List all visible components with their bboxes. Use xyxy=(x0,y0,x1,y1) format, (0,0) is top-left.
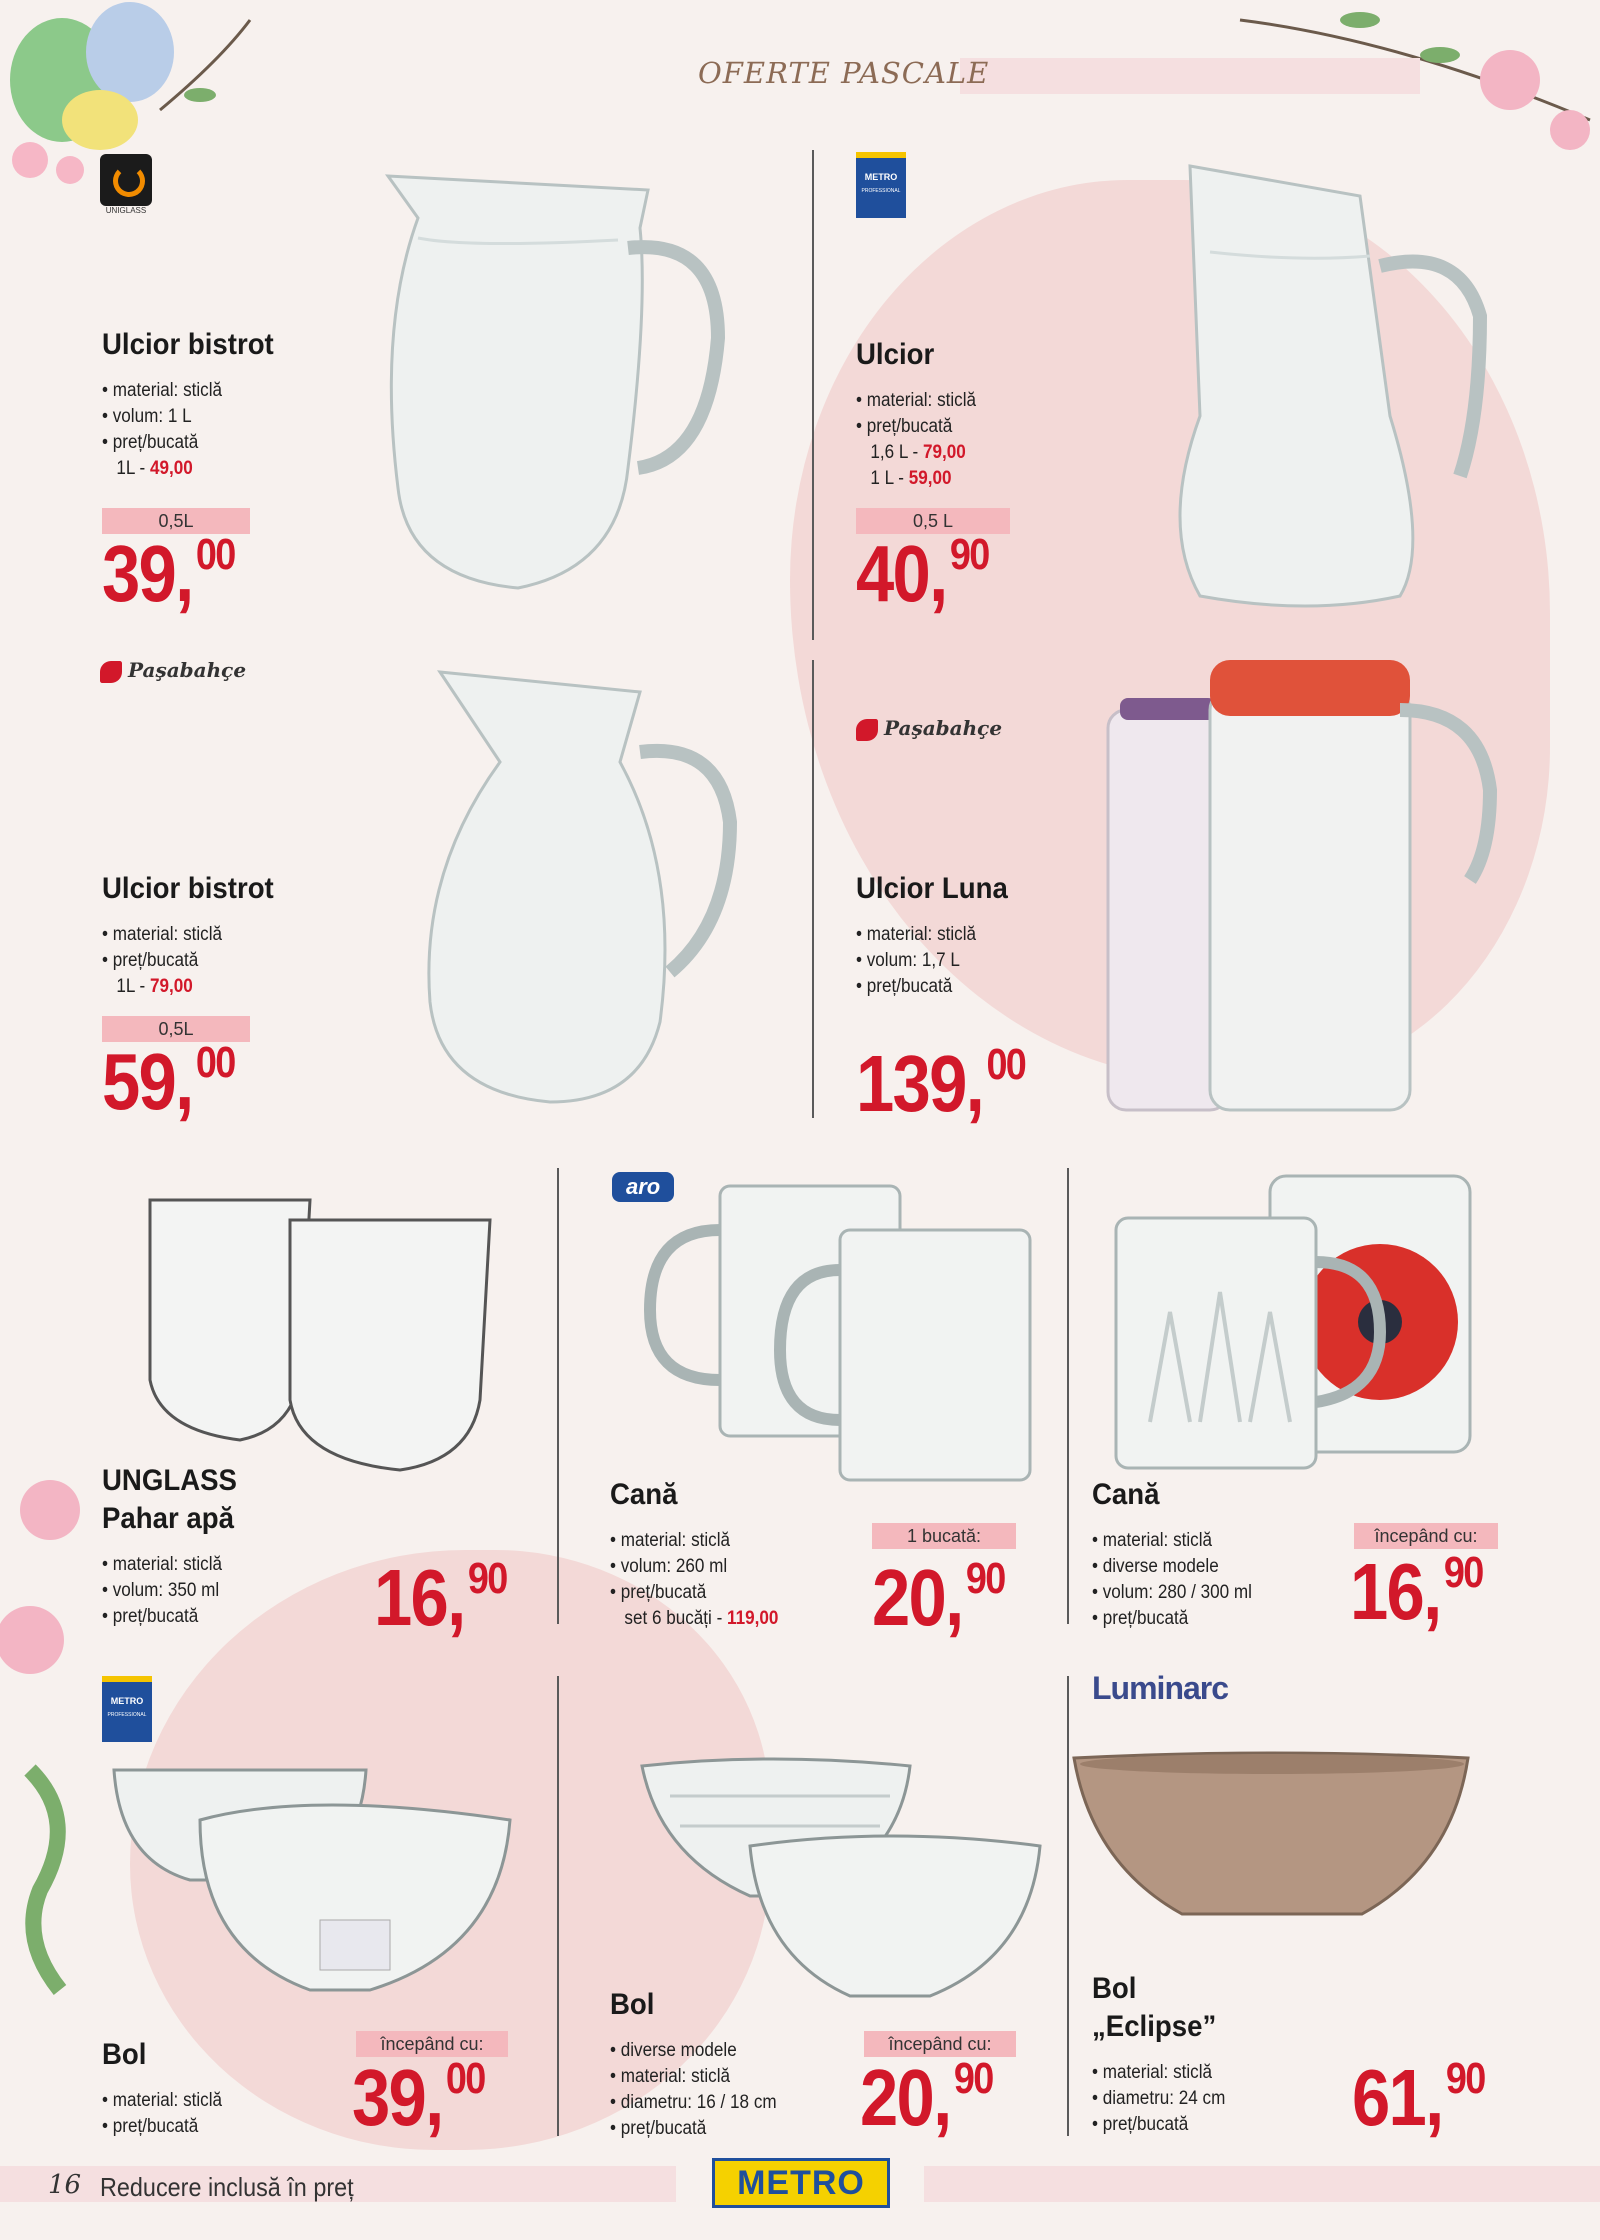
product-unglass-pahar xyxy=(102,1462,402,1630)
product-ulcior-bistrot-2 xyxy=(102,870,402,1000)
metro-badge-text: METRO xyxy=(864,172,898,182)
spec-item: • preț/bucată xyxy=(1092,2112,1362,2138)
price xyxy=(860,2053,993,2142)
product-specs xyxy=(1092,2060,1392,2138)
price xyxy=(856,1039,1026,1128)
price-cents: 00 xyxy=(195,530,235,579)
uniglass-logo xyxy=(100,154,152,215)
price-cents: 90 xyxy=(965,1554,1005,1603)
price-cents: 90 xyxy=(467,1554,507,1603)
amber-glass-bowl-image xyxy=(1072,1754,1472,1934)
spec-item: • volum: 350 ml xyxy=(102,1578,372,1604)
size-tag: 0,5 L xyxy=(856,508,1010,534)
price-integer: 139, xyxy=(856,1039,984,1128)
product-name: Cană xyxy=(1092,1478,1160,1511)
price xyxy=(872,1553,1005,1642)
spec-item: • material: sticlă xyxy=(610,2064,880,2090)
price-integer: 61, xyxy=(1352,2053,1443,2142)
product-specs xyxy=(1092,1528,1392,1632)
price-cents: 90 xyxy=(949,530,989,579)
spec-item: • volum: 1 L xyxy=(102,404,372,430)
size-tag: 0,5L xyxy=(102,1016,250,1042)
spec-item: • preț/bucată xyxy=(610,2116,880,2142)
product-name: Bol xyxy=(610,1988,655,2021)
spec-item: • diametru: 16 / 18 cm xyxy=(610,2090,880,2116)
variant-label: 1 L - xyxy=(870,468,909,489)
spec-item: • material: sticlă xyxy=(856,388,1126,414)
aro-logo: aro xyxy=(612,1172,674,1202)
pasabahce-mark xyxy=(100,661,122,683)
product-brand-line: UNGLASS xyxy=(102,1464,237,1497)
glass-pitcher-image xyxy=(1160,166,1490,616)
product-ulcior-luna xyxy=(856,870,1156,1000)
product-specs xyxy=(610,1528,910,1632)
product-ulcior-bistrot-1 xyxy=(102,326,402,482)
price-cents: 90 xyxy=(1443,1548,1483,1597)
price-integer: 16, xyxy=(1350,1547,1441,1636)
metro-professional-logo xyxy=(102,1676,152,1742)
metro-badge-text: METRO xyxy=(110,1696,144,1706)
product-specs xyxy=(102,1552,402,1630)
variant-label: 1L - xyxy=(116,458,150,479)
spec-item: • diverse modele xyxy=(610,2038,880,2064)
metro-logo xyxy=(712,2158,890,2208)
starting-from-tag: începând cu: xyxy=(356,2031,508,2057)
spec-item: • preț/bucată xyxy=(102,430,372,456)
spec-item: • material: sticlă xyxy=(856,922,1126,948)
spec-variant xyxy=(610,1606,880,1632)
price xyxy=(352,2053,485,2142)
size-tag: 0,5L xyxy=(102,508,250,534)
price-cents: 00 xyxy=(445,2054,485,2103)
product-name: Cană xyxy=(610,1478,678,1511)
spec-item: • volum: 1,7 L xyxy=(856,948,1126,974)
variant-label: 1L - xyxy=(116,976,150,997)
pasabahce-mark xyxy=(856,719,878,741)
spec-item: • volum: 260 ml xyxy=(610,1554,880,1580)
spec-item: • preț/bucată xyxy=(102,2114,372,2140)
product-cana-aro xyxy=(610,1476,910,1632)
water-glasses-image xyxy=(140,1200,510,1480)
uniglass-logo-text: UNIGLASS xyxy=(105,206,147,215)
luminarc-logo: Luminarc xyxy=(1092,1670,1229,1706)
spec-variant xyxy=(102,974,372,1000)
product-specs xyxy=(102,378,402,482)
price-integer: 39, xyxy=(352,2053,443,2142)
spec-item: • volum: 280 / 300 ml xyxy=(1092,1580,1362,1606)
spec-item: • material: sticlă xyxy=(610,1528,880,1554)
footer-bar-right xyxy=(924,2166,1600,2202)
spec-item: • material: sticlă xyxy=(102,922,372,948)
spec-item: • material: sticlă xyxy=(102,2088,372,2114)
price-cents: 90 xyxy=(953,2054,993,2103)
pasabahce-logo xyxy=(100,658,246,683)
column-divider xyxy=(1067,1676,1069,2136)
spec-variant xyxy=(102,456,372,482)
glass-pitcher-with-lid-image xyxy=(1100,650,1500,1110)
price xyxy=(102,529,235,618)
product-ulcior xyxy=(856,336,1156,492)
metro-badge-sub: PROFESSIONAL xyxy=(107,1712,147,1718)
glass-bowls-image xyxy=(110,1760,520,2000)
glass-pitcher-image xyxy=(420,672,750,1112)
product-name: Pahar apă xyxy=(102,1502,234,1535)
price-integer: 20, xyxy=(860,2053,951,2142)
glass-mugs-image xyxy=(640,1180,1040,1480)
spec-item: • preț/bucată xyxy=(610,1580,880,1606)
price xyxy=(1352,2053,1485,2142)
product-name: Ulcior bistrot xyxy=(102,328,274,361)
price-integer: 20, xyxy=(872,1553,963,1642)
product-bol-eclipse xyxy=(1092,1970,1392,2138)
spec-variant xyxy=(856,466,1126,492)
price xyxy=(856,529,989,618)
price xyxy=(102,1037,235,1126)
price xyxy=(1350,1547,1483,1636)
uniglass-logo-mark xyxy=(100,154,152,206)
spec-item: • diverse modele xyxy=(1092,1554,1362,1580)
variant-price: 59,00 xyxy=(908,468,952,489)
spec-item: • preț/bucată xyxy=(102,1604,372,1630)
spec-item: • material: sticlă xyxy=(102,1552,372,1578)
spec-item: • preț/bucată xyxy=(1092,1606,1362,1632)
price-integer: 40, xyxy=(856,529,947,618)
spec-item: • preț/bucată xyxy=(856,974,1126,1000)
variant-price: 79,00 xyxy=(923,442,966,463)
starting-from-tag: începând cu: xyxy=(1354,1523,1498,1549)
price-integer: 39, xyxy=(102,529,193,618)
product-model-name: „Eclipse” xyxy=(1092,2010,1217,2043)
product-name: Ulcior bistrot xyxy=(102,872,274,905)
price-cents: 90 xyxy=(1445,2054,1485,2103)
page-number: 16 xyxy=(48,2170,82,2200)
variant-label: set 6 bucăți - xyxy=(624,1608,728,1629)
variant-label: 1,6 L - xyxy=(870,442,924,463)
column-divider xyxy=(812,660,814,1118)
spec-item: • diametru: 24 cm xyxy=(1092,2086,1362,2112)
metro-badge xyxy=(856,152,906,218)
price-integer: 59, xyxy=(102,1037,193,1126)
pasabahce-text: Paşabahçe xyxy=(884,716,1003,740)
product-name: Ulcior Luna xyxy=(856,872,1008,905)
spec-item: • material: sticlă xyxy=(102,378,372,404)
metro-logo-text: METRO xyxy=(715,2161,887,2205)
page-title: OFERTE PASCALE xyxy=(698,56,990,90)
price-integer: 16, xyxy=(374,1553,465,1642)
price-cents: 00 xyxy=(195,1038,235,1087)
decorated-mugs-image xyxy=(1110,1172,1480,1482)
header-bar xyxy=(960,58,1420,94)
variant-price: 49,00 xyxy=(149,458,193,479)
pasabahce-logo xyxy=(856,716,1002,741)
metro-professional-logo xyxy=(856,152,906,218)
spec-item: • material: sticlă xyxy=(1092,1528,1362,1554)
variant-price: 79,00 xyxy=(149,976,193,997)
product-specs xyxy=(856,388,1156,492)
column-divider xyxy=(1067,1168,1069,1624)
column-divider xyxy=(557,1168,559,1624)
product-specs xyxy=(856,922,1156,1000)
starting-from-tag: începând cu: xyxy=(864,2031,1016,2057)
spec-variant xyxy=(856,440,1126,466)
product-name: Bol xyxy=(1092,1972,1137,2005)
price-cents: 00 xyxy=(986,1040,1026,1089)
quantity-tag: 1 bucată: xyxy=(872,1523,1016,1549)
patterned-glass-bowls-image xyxy=(640,1756,1050,2006)
spec-item: • preț/bucată xyxy=(102,948,372,974)
variant-price: 119,00 xyxy=(727,1608,779,1629)
metro-badge xyxy=(102,1676,152,1742)
product-specs xyxy=(102,922,402,1000)
column-divider xyxy=(812,150,814,640)
pasabahce-text: Paşabahçe xyxy=(128,658,247,682)
spec-item: • preț/bucată xyxy=(856,414,1126,440)
spec-item: • material: sticlă xyxy=(1092,2060,1362,2086)
product-cana-modele xyxy=(1092,1476,1392,1632)
price xyxy=(374,1553,507,1642)
product-name: Bol xyxy=(102,2038,147,2071)
column-divider xyxy=(557,1676,559,2136)
footer-note: Reducere inclusă în preț xyxy=(100,2172,354,2202)
glass-pitcher-image xyxy=(378,168,728,608)
metro-badge-sub: PROFESSIONAL xyxy=(861,188,901,194)
product-name: Ulcior xyxy=(856,338,935,371)
